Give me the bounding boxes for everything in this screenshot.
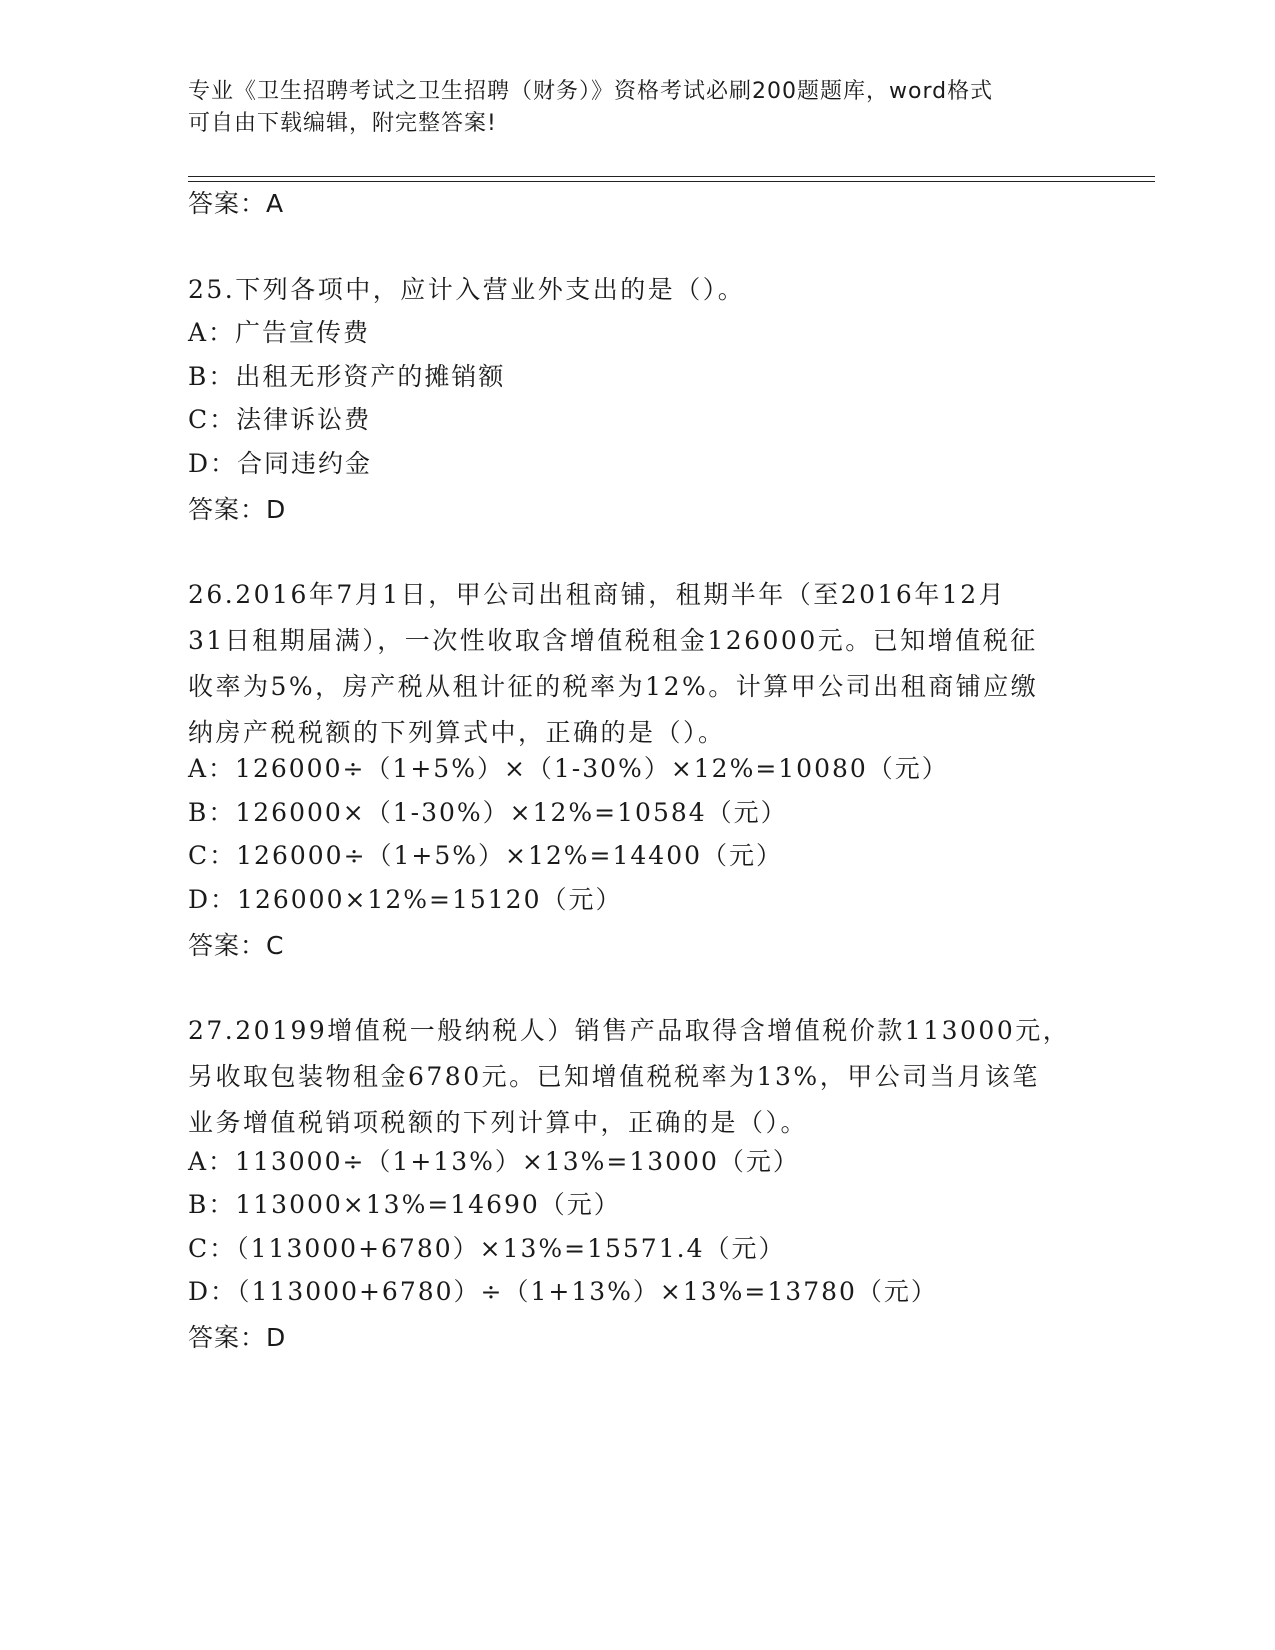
question-27-option-b: B：113000×13%=14690（元）: [188, 1190, 621, 1219]
question-27-option-a: A：113000÷（1+13%）×13%=13000（元）: [188, 1147, 800, 1176]
question-25-option-b: B：出租无形资产的摊销额: [188, 362, 506, 391]
question-26-stem-line-3: 收率为5%，房产税从租计征的税率为12%。计算甲公司出租商铺应缴: [188, 672, 1039, 701]
question-25-option-a: A：广告宣传费: [188, 318, 371, 347]
question-26-answer: 答案：C: [188, 931, 285, 960]
answer-prev: 答案：A: [188, 189, 285, 218]
question-27-stem-line-3: 业务增值税销项税额的下列计算中，正确的是（）。: [188, 1108, 809, 1137]
question-26-stem-line-4: 纳房产税税额的下列算式中，正确的是（）。: [188, 718, 726, 747]
question-27-stem-line-1: 27.20199增值税一般纳税人）销售产品取得含增值税价款113000元，: [188, 1016, 1071, 1045]
question-26-stem: [188, 572, 1078, 756]
page-header: [188, 76, 1068, 140]
question-26-option-a: A：126000÷（1+5%）×（1-30%）×12%=10080（元）: [188, 754, 949, 783]
question-26-option-b: B：126000×（1-30%）×12%=10584（元）: [188, 798, 788, 827]
question-25-stem: 25.下列各项中，应计入营业外支出的是（）。: [188, 275, 746, 304]
header-divider-bottom: [188, 181, 1155, 182]
question-26-option-c: C：126000÷（1+5%）×12%=14400（元）: [188, 841, 784, 870]
question-26-stem-line-2: 31日租期届满），一次性收取含增值税租金126000元。已知增值税征: [188, 626, 1038, 655]
question-27-stem: [188, 1008, 1078, 1146]
question-27-stem-line-2: 另收取包装物租金6780元。已知增值税税率为13%，甲公司当月该笔: [188, 1062, 1040, 1091]
question-26-option-d: D：126000×12%=15120（元）: [188, 885, 623, 914]
question-25-option-c: C：法律诉讼费: [188, 405, 372, 434]
question-25-answer: 答案：D: [188, 495, 287, 524]
question-25-option-d: D：合同违约金: [188, 449, 373, 478]
header-line-2: 可自由下载编辑，附完整答案!: [188, 111, 497, 136]
question-27-option-d: D：（113000+6780）÷（1+13%）×13%=13780（元）: [188, 1277, 938, 1306]
header-divider-top: [188, 176, 1155, 177]
question-27-option-c: C：（113000+6780）×13%=15571.4（元）: [188, 1234, 786, 1263]
question-26-stem-line-1: 26.2016年7月1日，甲公司出租商铺，租期半年（至2016年12月: [188, 580, 1007, 609]
question-27-answer: 答案：D: [188, 1323, 287, 1352]
header-line-1: 专业《卫生招聘考试之卫生招聘（财务）》资格考试必刷200题题库，word格式: [188, 79, 994, 104]
